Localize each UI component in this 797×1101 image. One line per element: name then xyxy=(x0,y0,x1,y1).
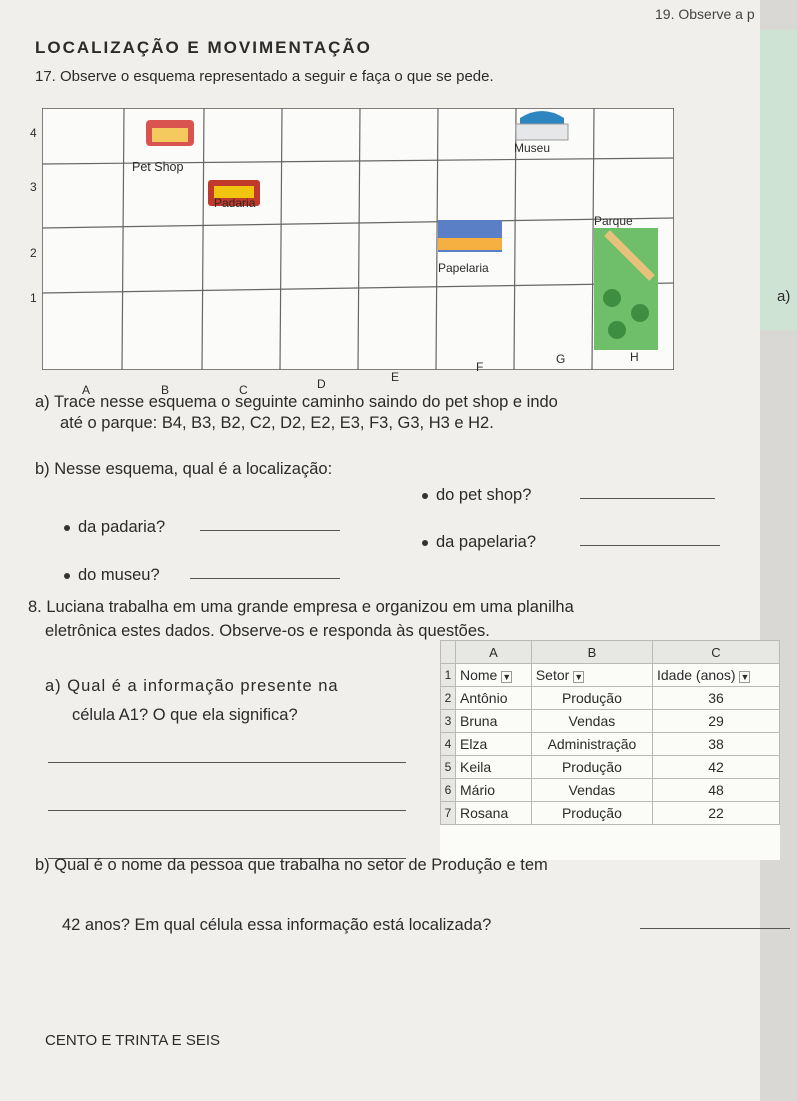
filter-dropdown-icon: ▼ xyxy=(740,672,750,682)
cell-setor[interactable]: Produção xyxy=(531,802,652,825)
row-number: 4 xyxy=(441,733,456,756)
column-header-c: C xyxy=(652,641,779,664)
row-label-4: 4 xyxy=(30,126,37,140)
museu-label: Museu xyxy=(514,141,551,155)
filter-dropdown-icon: ▼ xyxy=(502,672,512,682)
column-header-b: B xyxy=(531,641,652,664)
spreadsheet xyxy=(440,640,780,860)
cell-nome[interactable]: Keila xyxy=(456,756,532,779)
header-cell-idade[interactable]: Idade (anos) ▼ xyxy=(652,664,779,687)
row-number: 5 xyxy=(441,756,456,779)
bullet-papelaria: da papelaria? xyxy=(422,533,536,552)
q17-item-a-line2: até o parque: B4, B3, B2, C2, D2, E2, E3, F3, G3, H3 e H2. xyxy=(60,414,494,432)
header-cell-nome[interactable]: Nome ▼ xyxy=(456,664,532,687)
col-label-c: C xyxy=(239,383,248,397)
header-cell-setor[interactable]: Setor ▼ xyxy=(531,664,652,687)
answer-line-museu[interactable] xyxy=(190,578,340,579)
answer-line-pet-shop[interactable] xyxy=(580,498,715,499)
padaria-label: Padaria xyxy=(214,196,256,210)
cell-idade[interactable]: 48 xyxy=(652,779,779,802)
right-margin-label: a) xyxy=(777,288,791,305)
row-label-1: 1 xyxy=(30,291,37,305)
stationery-icon xyxy=(438,220,502,252)
row-number: 2 xyxy=(441,687,456,710)
q18-item-a-line1: a) Qual é a informação presente na xyxy=(45,677,339,695)
row-number: 7 xyxy=(441,802,456,825)
bullet-padaria: da padaria? xyxy=(64,518,165,537)
q18-item-b-line1: b) Qual é o nome da pessoa que trabalha no setor de Produção e tem xyxy=(35,856,548,874)
cell-idade[interactable]: 36 xyxy=(652,687,779,710)
row-label-2: 2 xyxy=(30,246,37,260)
cell-setor[interactable]: Vendas xyxy=(531,710,652,733)
answer-line-b[interactable] xyxy=(640,928,790,929)
spreadsheet-table xyxy=(440,640,780,825)
filter-dropdown-icon: ▼ xyxy=(574,672,584,682)
cell-nome[interactable]: Bruna xyxy=(456,710,532,733)
cell-nome[interactable]: Antônio xyxy=(456,687,532,710)
column-header-a: A xyxy=(456,641,532,664)
col-label-d: D xyxy=(317,377,326,391)
next-page-question: 19. Observe a p xyxy=(655,6,755,22)
answer-line-a1[interactable] xyxy=(48,762,406,763)
cell-idade[interactable]: 42 xyxy=(652,756,779,779)
pet-shop-icon xyxy=(146,120,194,146)
bullet-museu: do museu? xyxy=(64,566,160,585)
row-label-3: 3 xyxy=(30,180,37,194)
cell-idade[interactable]: 38 xyxy=(652,733,779,756)
parque-label: Parque xyxy=(594,214,633,228)
q18-item-b-line2: 42 anos? Em qual célula essa informação está localizada? xyxy=(62,916,492,934)
map-grid-lines xyxy=(42,108,674,370)
section-title: LOCALIZAÇÃO E MOVIMENTAÇÃO xyxy=(35,38,372,57)
q17-item-b: b) Nesse esquema, qual é a localização: xyxy=(35,460,333,478)
cell-idade[interactable]: 22 xyxy=(652,802,779,825)
papelaria-label: Papelaria xyxy=(438,261,489,275)
cell-nome[interactable]: Rosana xyxy=(456,802,532,825)
pet-shop-label: Pet Shop xyxy=(132,160,184,174)
row-number: 3 xyxy=(441,710,456,733)
page-number-label: CENTO E TRINTA E SEIS xyxy=(45,1032,221,1049)
right-page-color-band xyxy=(760,30,797,330)
cell-setor[interactable]: Produção xyxy=(531,756,652,779)
answer-line-papelaria[interactable] xyxy=(580,545,720,546)
answer-line-padaria[interactable] xyxy=(200,530,340,531)
map-grid xyxy=(42,108,674,370)
col-label-h: H xyxy=(630,350,639,364)
row-number: 6 xyxy=(441,779,456,802)
col-label-b: B xyxy=(161,383,170,397)
park-icon xyxy=(594,228,658,350)
col-label-e: E xyxy=(391,370,400,384)
cell-idade[interactable]: 29 xyxy=(652,710,779,733)
q18-item-a-line2: célula A1? O que ela significa? xyxy=(72,706,298,724)
cell-setor[interactable]: Administração xyxy=(531,733,652,756)
bullet-pet-shop: do pet shop? xyxy=(422,486,531,505)
cell-setor[interactable]: Produção xyxy=(531,687,652,710)
cell-setor[interactable]: Vendas xyxy=(531,779,652,802)
col-label-a: A xyxy=(82,383,91,397)
cell-nome[interactable]: Elza xyxy=(456,733,532,756)
question-17-prompt: 17. Observe o esquema representado a seguir e faça o que se pede. xyxy=(35,68,494,85)
cell-nome[interactable]: Mário xyxy=(456,779,532,802)
row-number: 1 xyxy=(441,664,456,687)
q18-intro-line1: 8. Luciana trabalha em uma grande empresa e organizou em uma planilha xyxy=(28,598,574,616)
q18-intro-line2: eletrônica estes dados. Observe-os e responda às questões. xyxy=(45,622,490,640)
col-label-f: F xyxy=(476,360,484,374)
col-label-g: G xyxy=(556,352,566,366)
q17-item-a-line1: a) Trace nesse esquema o seguinte caminho saindo do pet shop e indo xyxy=(35,393,558,411)
corner-cell xyxy=(441,641,456,664)
answer-line-a2[interactable] xyxy=(48,810,406,811)
